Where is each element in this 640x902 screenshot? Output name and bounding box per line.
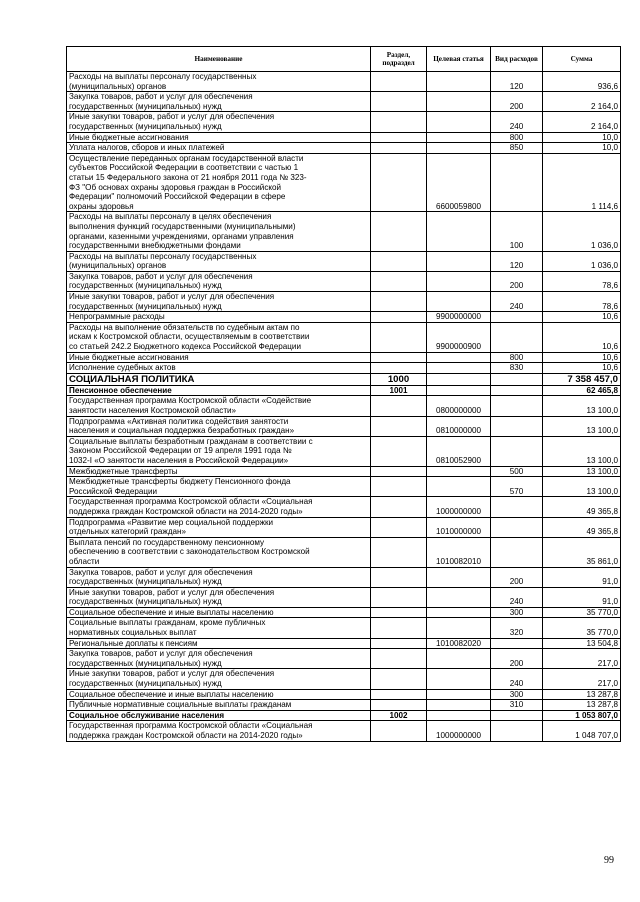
row-target-cell <box>427 710 491 721</box>
table-row <box>67 363 621 374</box>
row-target-cell: 0810052900 <box>427 436 491 466</box>
row-section-cell <box>371 212 427 251</box>
row-amount-cell: 7 358 457,0 <box>543 373 621 385</box>
row-kind-cell: 320 <box>491 618 543 638</box>
row-amount-cell: 13 287,8 <box>543 700 621 711</box>
budget-table-sheet <box>66 46 620 742</box>
row-amount-cell: 13 100,0 <box>543 416 621 436</box>
row-target-cell <box>427 373 491 385</box>
row-target-cell <box>427 92 491 112</box>
row-kind-cell: 300 <box>491 689 543 700</box>
header-kind: Вид расходов <box>491 47 543 72</box>
row-name-cell: Выплата пенсий по государственному пенсионному обеспечению в соответствии с законодательством Костромской области <box>67 537 371 567</box>
row-name-cell: Закупка товаров, работ и услуг для обеспечения государственных (муниципальных) нужд <box>67 92 371 112</box>
row-section-cell <box>371 721 427 741</box>
row-amount-cell: 13 100,0 <box>543 436 621 466</box>
row-target-cell <box>427 669 491 689</box>
row-section-cell <box>371 638 427 649</box>
row-name-cell: Исполнение судебных актов <box>67 363 371 374</box>
row-target-cell <box>427 292 491 312</box>
table-row <box>67 251 621 271</box>
row-amount-cell: 13 287,8 <box>543 689 621 700</box>
row-name-cell: Пенсионное обеспечение <box>67 385 371 396</box>
row-amount-cell: 217,0 <box>543 649 621 669</box>
table-row <box>67 112 621 132</box>
row-kind-cell <box>491 312 543 323</box>
row-section-cell: 1002 <box>371 710 427 721</box>
row-amount-cell: 10,6 <box>543 363 621 374</box>
row-section-cell <box>371 689 427 700</box>
row-section-cell <box>371 607 427 618</box>
row-amount-cell: 1 114,6 <box>543 153 621 212</box>
table-row <box>67 153 621 212</box>
row-amount-cell: 936,6 <box>543 72 621 92</box>
row-name-cell: Социальные выплаты безработным гражданам в соответствии с Законом Российской Федерации от 19 апреля 1991 года № 1032-I «О занятости населения в Российской Федерации» <box>67 436 371 466</box>
row-kind-cell <box>491 517 543 537</box>
row-section-cell <box>371 92 427 112</box>
row-kind-cell: 500 <box>491 466 543 477</box>
row-amount-cell: 10,0 <box>543 132 621 143</box>
row-section-cell <box>371 153 427 212</box>
row-name-cell: Непрограммные расходы <box>67 312 371 323</box>
budget-table <box>66 46 621 742</box>
row-kind-cell: 240 <box>491 292 543 312</box>
row-kind-cell: 800 <box>491 352 543 363</box>
row-kind-cell <box>491 710 543 721</box>
row-target-cell: 6600059800 <box>427 153 491 212</box>
row-name-cell: Социальное обеспечение и иные выплаты населению <box>67 689 371 700</box>
row-kind-cell <box>491 385 543 396</box>
row-section-cell <box>371 618 427 638</box>
row-kind-cell: 100 <box>491 212 543 251</box>
row-kind-cell: 300 <box>491 607 543 618</box>
row-section-cell <box>371 416 427 436</box>
row-amount-cell: 35 770,0 <box>543 607 621 618</box>
header-name: Наименование <box>67 47 371 72</box>
row-section-cell <box>371 436 427 466</box>
table-row <box>67 607 621 618</box>
row-name-cell: Подпрограмма «Развитие мер социальной поддержки отдельных категорий граждан» <box>67 517 371 537</box>
row-kind-cell: 570 <box>491 477 543 497</box>
row-amount-cell: 13 100,0 <box>543 477 621 497</box>
row-name-cell: Социальное обеспечение и иные выплаты населению <box>67 607 371 618</box>
row-name-cell: Расходы на выплаты персоналу государственных (муниципальных) органов <box>67 251 371 271</box>
row-section-cell <box>371 143 427 154</box>
row-target-cell <box>427 618 491 638</box>
row-section-cell <box>371 477 427 497</box>
row-name-cell: Региональные доплаты к пенсиям <box>67 638 371 649</box>
row-name-cell: Межбюджетные трансферты бюджету Пенсионного фонда Российской Федерации <box>67 477 371 497</box>
header-section: Раздел, подраздел <box>371 47 427 72</box>
table-row <box>67 352 621 363</box>
table-row <box>67 271 621 291</box>
row-name-cell: Межбюджетные трансферты <box>67 466 371 477</box>
table-row <box>67 373 621 385</box>
table-row <box>67 132 621 143</box>
row-target-cell <box>427 567 491 587</box>
row-target-cell <box>427 363 491 374</box>
table-row <box>67 312 621 323</box>
row-amount-cell: 62 465,8 <box>543 385 621 396</box>
table-row <box>67 721 621 741</box>
row-section-cell <box>371 132 427 143</box>
row-section-cell: 1000 <box>371 373 427 385</box>
page-number: 99 <box>604 855 614 866</box>
row-target-cell <box>427 607 491 618</box>
table-row <box>67 477 621 497</box>
row-kind-cell <box>491 322 543 352</box>
table-row <box>67 587 621 607</box>
table-row <box>67 537 621 567</box>
row-target-cell <box>427 132 491 143</box>
row-section-cell <box>371 700 427 711</box>
row-target-cell <box>427 689 491 700</box>
row-amount-cell: 1 036,0 <box>543 212 621 251</box>
row-section-cell <box>371 322 427 352</box>
row-kind-cell: 830 <box>491 363 543 374</box>
row-target-cell: 1000000000 <box>427 497 491 517</box>
row-amount-cell: 13 100,0 <box>543 396 621 416</box>
table-row <box>67 396 621 416</box>
row-kind-cell: 200 <box>491 567 543 587</box>
row-amount-cell: 35 861,0 <box>543 537 621 567</box>
row-section-cell <box>371 649 427 669</box>
row-amount-cell: 91,0 <box>543 567 621 587</box>
row-kind-cell: 850 <box>491 143 543 154</box>
row-target-cell <box>427 212 491 251</box>
row-section-cell <box>371 669 427 689</box>
row-kind-cell: 800 <box>491 132 543 143</box>
row-section-cell <box>371 567 427 587</box>
row-name-cell: Государственная программа Костромской области «Социальная поддержка граждан Костромской области на 2014-2020 годы» <box>67 497 371 517</box>
row-kind-cell: 240 <box>491 669 543 689</box>
table-row <box>67 689 621 700</box>
table-row <box>67 92 621 112</box>
table-row <box>67 72 621 92</box>
table-row <box>67 466 621 477</box>
row-section-cell <box>371 292 427 312</box>
row-section-cell <box>371 396 427 416</box>
row-kind-cell <box>491 497 543 517</box>
row-name-cell: Закупка товаров, работ и услуг для обеспечения государственных (муниципальных) нужд <box>67 271 371 291</box>
row-amount-cell: 78,6 <box>543 292 621 312</box>
row-target-cell: 1010000000 <box>427 517 491 537</box>
row-name-cell: Социальное обслуживание населения <box>67 710 371 721</box>
row-name-cell: Расходы на выплаты персоналу в целях обеспечения выполнения функций государственными (муниципальными) органами, казенными учреждениями, органами управления государственными внебюджетными фондами <box>67 212 371 251</box>
table-row <box>67 700 621 711</box>
row-section-cell <box>371 466 427 477</box>
row-name-cell: Государственная программа Костромской области «Социальная поддержка граждан Костромской области на 2014-2020 годы» <box>67 721 371 741</box>
row-name-cell: Расходы на выплаты персоналу государственных (муниципальных) органов <box>67 72 371 92</box>
row-section-cell <box>371 587 427 607</box>
row-amount-cell: 35 770,0 <box>543 618 621 638</box>
table-row <box>67 143 621 154</box>
row-section-cell <box>371 497 427 517</box>
row-name-cell: Публичные нормативные социальные выплаты гражданам <box>67 700 371 711</box>
row-section-cell <box>371 112 427 132</box>
row-target-cell: 0800000000 <box>427 396 491 416</box>
row-kind-cell: 120 <box>491 72 543 92</box>
row-target-cell: 1000000000 <box>427 721 491 741</box>
row-target-cell <box>427 72 491 92</box>
table-row <box>67 212 621 251</box>
row-amount-cell: 10,6 <box>543 322 621 352</box>
row-kind-cell: 310 <box>491 700 543 711</box>
row-amount-cell: 10,6 <box>543 312 621 323</box>
row-name-cell: Иные закупки товаров, работ и услуг для обеспечения государственных (муниципальных) нужд <box>67 669 371 689</box>
row-name-cell: Закупка товаров, работ и услуг для обеспечения государственных (муниципальных) нужд <box>67 567 371 587</box>
row-kind-cell: 200 <box>491 271 543 291</box>
row-target-cell <box>427 143 491 154</box>
row-kind-cell: 200 <box>491 92 543 112</box>
row-amount-cell: 2 164,0 <box>543 92 621 112</box>
row-kind-cell <box>491 153 543 212</box>
row-kind-cell <box>491 436 543 466</box>
row-kind-cell: 120 <box>491 251 543 271</box>
row-section-cell <box>371 251 427 271</box>
row-amount-cell: 10,0 <box>543 143 621 154</box>
row-amount-cell: 13 504,8 <box>543 638 621 649</box>
row-section-cell <box>371 517 427 537</box>
table-row <box>67 385 621 396</box>
table-row <box>67 497 621 517</box>
row-target-cell: 1010082020 <box>427 638 491 649</box>
row-amount-cell: 1 053 807,0 <box>543 710 621 721</box>
row-section-cell <box>371 537 427 567</box>
table-row <box>67 649 621 669</box>
row-section-cell: 1001 <box>371 385 427 396</box>
row-target-cell: 9900000000 <box>427 312 491 323</box>
table-row <box>67 322 621 352</box>
row-target-cell <box>427 385 491 396</box>
row-amount-cell: 1 036,0 <box>543 251 621 271</box>
row-name-cell: Осуществление переданных органам государственной власти субъектов Российской Федерации в соответствии с частью 1 статьи 15 Федерального закона от 21 ноября 2011 года № 323- ФЗ "Об основах охраны здоровья граждан в Российской Федерации" полномочий Российской Федерации в сфере охраны здоровья <box>67 153 371 212</box>
row-amount-cell: 49 365,8 <box>543 497 621 517</box>
table-row <box>67 416 621 436</box>
row-target-cell: 0810000000 <box>427 416 491 436</box>
row-kind-cell: 240 <box>491 587 543 607</box>
table-row <box>67 618 621 638</box>
row-section-cell <box>371 271 427 291</box>
table-header-row <box>67 47 621 72</box>
row-amount-cell: 78,6 <box>543 271 621 291</box>
row-name-cell: Иные бюджетные ассигнования <box>67 352 371 363</box>
row-name-cell: Подпрограмма «Активная политика содействия занятости населения и социальная поддержка безработных граждан» <box>67 416 371 436</box>
table-row <box>67 638 621 649</box>
row-target-cell <box>427 352 491 363</box>
row-section-cell <box>371 352 427 363</box>
row-amount-cell: 49 365,8 <box>543 517 621 537</box>
row-name-cell: Социальные выплаты гражданам, кроме публичных нормативных социальных выплат <box>67 618 371 638</box>
row-target-cell <box>427 700 491 711</box>
row-name-cell: Иные закупки товаров, работ и услуг для обеспечения государственных (муниципальных) нужд <box>67 292 371 312</box>
row-section-cell <box>371 72 427 92</box>
row-kind-cell <box>491 396 543 416</box>
row-target-cell <box>427 271 491 291</box>
row-target-cell <box>427 251 491 271</box>
row-target-cell <box>427 112 491 132</box>
table-body <box>67 72 621 742</box>
row-kind-cell <box>491 721 543 741</box>
row-target-cell: 1010082010 <box>427 537 491 567</box>
row-target-cell <box>427 587 491 607</box>
row-name-cell: Закупка товаров, работ и услуг для обеспечения государственных (муниципальных) нужд <box>67 649 371 669</box>
row-name-cell: СОЦИАЛЬНАЯ ПОЛИТИКА <box>67 373 371 385</box>
table-row <box>67 436 621 466</box>
table-row <box>67 710 621 721</box>
row-target-cell <box>427 649 491 669</box>
row-kind-cell <box>491 537 543 567</box>
row-amount-cell: 217,0 <box>543 669 621 689</box>
table-row <box>67 517 621 537</box>
row-name-cell: Расходы на выполнение обязательств по судебным актам по искам к Костромской области, осуществляемым в соответствии со статьей 242.2 Бюджетного кодекса Российской Федерации <box>67 322 371 352</box>
row-name-cell: Иные закупки товаров, работ и услуг для обеспечения государственных (муниципальных) нужд <box>67 112 371 132</box>
row-kind-cell <box>491 373 543 385</box>
row-name-cell: Иные бюджетные ассигнования <box>67 132 371 143</box>
row-amount-cell: 10,6 <box>543 352 621 363</box>
row-kind-cell: 200 <box>491 649 543 669</box>
row-name-cell: Уплата налогов, сборов и иных платежей <box>67 143 371 154</box>
header-target: Целевая статья <box>427 47 491 72</box>
row-kind-cell <box>491 416 543 436</box>
row-amount-cell: 2 164,0 <box>543 112 621 132</box>
row-section-cell <box>371 312 427 323</box>
row-section-cell <box>371 363 427 374</box>
table-row <box>67 669 621 689</box>
row-kind-cell: 240 <box>491 112 543 132</box>
row-amount-cell: 13 100,0 <box>543 466 621 477</box>
row-kind-cell <box>491 638 543 649</box>
row-amount-cell: 1 048 707,0 <box>543 721 621 741</box>
row-target-cell <box>427 466 491 477</box>
header-amount: Сумма <box>543 47 621 72</box>
table-row <box>67 567 621 587</box>
row-amount-cell: 91,0 <box>543 587 621 607</box>
row-target-cell: 9900000900 <box>427 322 491 352</box>
row-name-cell: Государственная программа Костромской области «Содействие занятости населения Костромской области» <box>67 396 371 416</box>
table-row <box>67 292 621 312</box>
row-name-cell: Иные закупки товаров, работ и услуг для обеспечения государственных (муниципальных) нужд <box>67 587 371 607</box>
row-target-cell <box>427 477 491 497</box>
